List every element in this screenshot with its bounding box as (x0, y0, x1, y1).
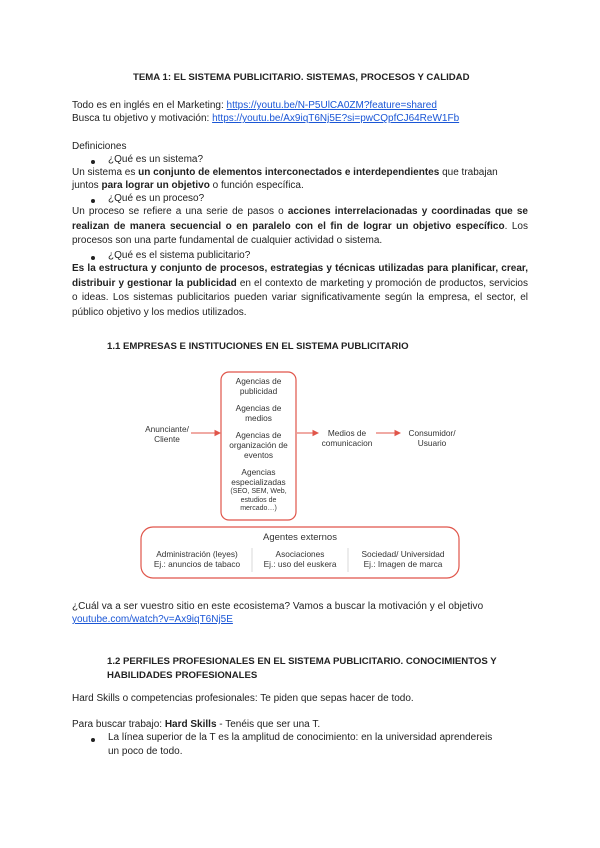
media-node: Medios de comunicacion (321, 428, 373, 448)
text-run: o función específica. (209, 180, 304, 191)
t-shape-line-1: La línea superior de la T es la amplitud de conocimiento: en la universidad aprendereis (108, 732, 493, 743)
intro-line-1-text: Todo es en inglés en el Marketing: (72, 100, 227, 111)
page-title: TEMA 1: EL SISTEMA PUBLICITARIO. SISTEMAS, PROCESOS Y CALIDAD (133, 72, 470, 83)
advertiser-node: Anunciante/ Cliente (145, 424, 189, 444)
bold-run: para lograr un objetivo (101, 180, 210, 191)
section-1-2-heading-line-2: HABILIDADES PROFESIONALES (107, 670, 258, 681)
objective-video-link[interactable]: youtube.com/watch?v=Ax9iqT6Nj5E (72, 614, 233, 625)
text-run: Un sistema es (72, 167, 139, 178)
external-agent-name: Sociedad/ Universidad (361, 549, 445, 559)
text-run: que trabajan (439, 167, 498, 178)
ecosystem-question: ¿Cuál va a ser vuestro sitio en este ecosistema? Vamos a buscar la motivación y el objetivo (72, 601, 484, 612)
text-run: - Tenéis que ser una T. (216, 719, 321, 730)
question-system: ¿Qué es un sistema? (108, 154, 204, 165)
intro-line-2-text: Busca tu objetivo y motivación: (72, 113, 213, 124)
external-agent-name: Asociaciones (275, 549, 325, 559)
external-agents-title: Agentes externos (263, 532, 337, 543)
bold-run: Hard Skills (164, 719, 217, 730)
agency-specialized-detail: (SEO, SEM, Web, estudios de mercado…) (230, 488, 287, 512)
external-agent-society (350, 549, 456, 569)
t-shape-line-2: un poco de todo. (108, 746, 183, 757)
text-run: Para buscar trabajo: (72, 719, 165, 730)
section-1-2-heading-line-1: 1.2 PERFILES PROFESIONALES EN EL SISTEMA PUBLICITARIO. CONOCIMIENTOS Y (107, 656, 497, 667)
bold-run: Es la estructura y conjunto de procesos, estrategias y técnicas utilizadas para planificar, crear, distribuir y gestionar la publicidad (72, 263, 528, 289)
external-agent-admin (144, 549, 250, 569)
agency-media: Agencias de medios (235, 403, 282, 423)
text-run: . Los (504, 220, 528, 232)
external-agent-example: Ej.: anuncios de tabaco (153, 559, 241, 569)
hard-skills-text: Hard Skills o competencias profesionales: Te piden que sepas hacer de todo. (72, 693, 414, 704)
text-run: en el contexto de marketing y promoción de productos, servicios o ideas. Los sistemas publicitarios pueden variar significativamente según la empresa, el sector, el público objetivo y los medios utilizados. (72, 277, 528, 318)
agency-events: Agencias de organización de eventos (229, 430, 288, 460)
text-run: juntos (72, 180, 102, 191)
external-agent-name: Administración (leyes) (156, 549, 238, 559)
bullet-icon (91, 738, 95, 742)
question-advertising-system: ¿Qué es el sistema publicitario? (108, 250, 251, 261)
definitions-heading: Definiciones (72, 141, 127, 152)
external-agent-associations (254, 549, 346, 569)
marketing-video-link[interactable]: https://youtu.be/N-P5UlCA0ZM?feature=shared (226, 100, 437, 111)
question-process: ¿Qué es un proceso? (108, 193, 205, 204)
consumer-node: Consumidor/ Usuario (408, 428, 456, 448)
external-agent-example: Ej.: Imagen de marca (363, 559, 443, 569)
bold-run: realizan de manera secuencial o en paralelo con el fin de lograr un objetivo específico (72, 220, 505, 232)
job-search-line (72, 718, 320, 732)
external-agent-example: Ej.: uso del euskera (263, 559, 337, 569)
agency-specialized: Agencias especializadas (231, 467, 286, 487)
bold-run: un conjunto de elementos interconectados e interdependientes (138, 167, 440, 178)
text-run: Un proceso se refiere a una serie de pasos o (72, 206, 288, 217)
section-1-1-heading: 1.1 EMPRESAS E INSTITUCIONES EN EL SISTEMA PUBLICITARIO (107, 341, 409, 352)
text-run: procesos son una parte fundamental de cualquier actividad o sistema. (72, 235, 383, 246)
bold-run: acciones interrelacionadas y coordinadas que se (287, 206, 528, 217)
motivation-video-link[interactable]: https://youtu.be/Ax9iqT6Nj5E?si=pwCQpfCJ64ReW1Fb (212, 113, 460, 124)
agency-advertising: Agencias de publicidad (235, 376, 282, 396)
